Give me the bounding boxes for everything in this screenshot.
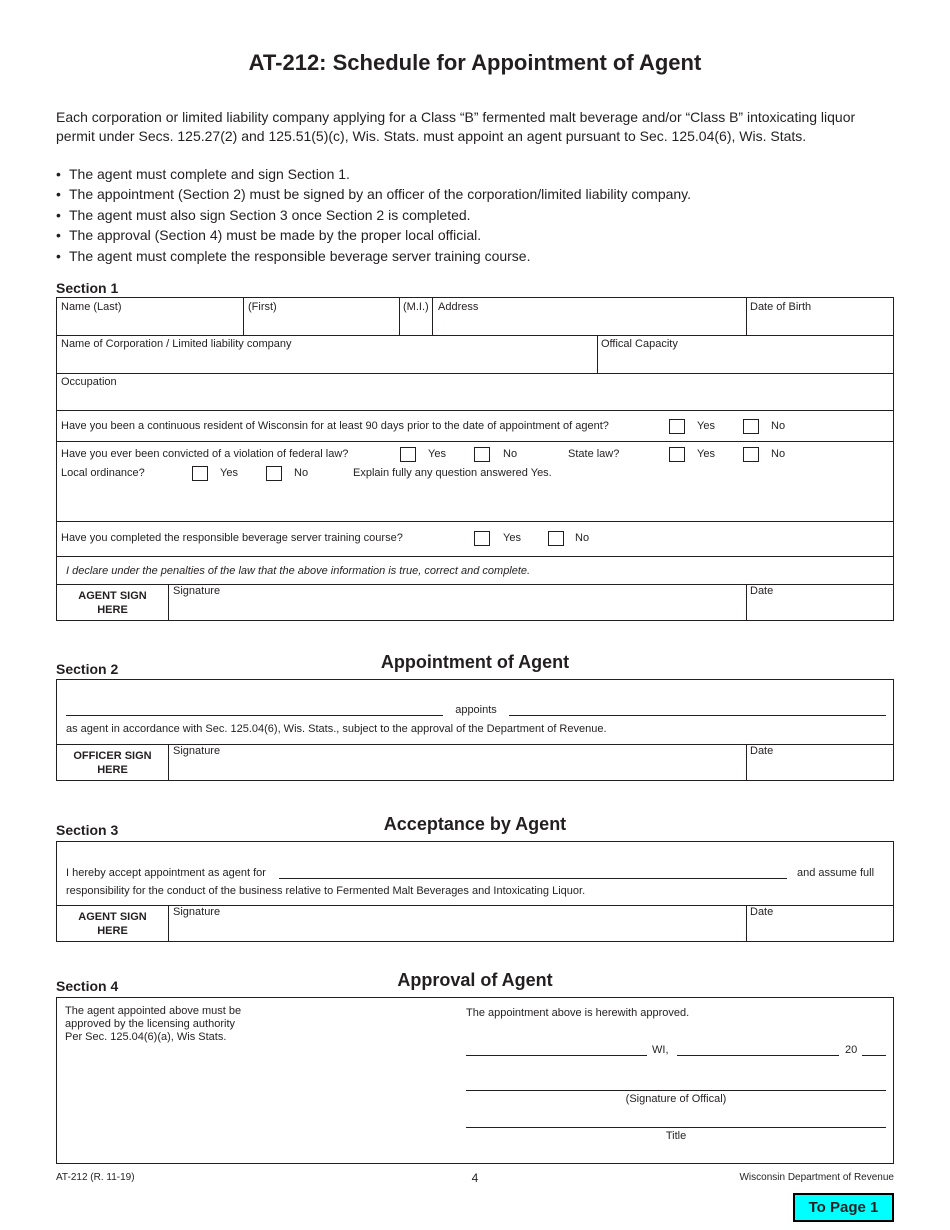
acceptance-text: responsibility for the conduct of the business relative to Fermented Malt Beverages and Intoxicating Liquor. (66, 885, 586, 897)
training-no-label: No (575, 532, 590, 544)
appointment-text: as agent in accordance with Sec. 125.04(6), Wis. Stats., subject to the approval of the Department of Revenue. (66, 723, 607, 735)
resident-question: Have you been a continuous resident of Wisconsin for at least 90 days prior to the date of appointment of agent? (61, 420, 609, 432)
appoints-label: appoints (455, 704, 497, 716)
to-page-1-button[interactable]: To Page 1 (793, 1193, 894, 1222)
approval-text: The appointment above is herewith approved. (466, 1007, 690, 1019)
local-yes-checkbox[interactable] (192, 466, 208, 481)
acceptance-prefix: I hereby accept appointment as agent for (66, 867, 266, 879)
official-title-label: Title (665, 1130, 687, 1142)
section-2-heading: Appointment of Agent (380, 652, 570, 672)
officer-sign-here-label: OFFICER SIGN HERE (73, 750, 152, 776)
official-title-line[interactable] (466, 1127, 886, 1128)
section-1-form (56, 297, 894, 621)
wi-label: WI, (652, 1044, 669, 1056)
agent-date-field[interactable]: Date (750, 585, 774, 597)
resident-no-label: No (771, 420, 786, 432)
form-id: AT-212 (R. 11-19) (56, 1172, 135, 1183)
list-item: • The appointment (Section 2) must be signed by an officer of the corporation/limited liability company. (56, 184, 896, 204)
corporation-name-line[interactable] (66, 715, 443, 716)
official-capacity-field[interactable]: Offical Capacity (601, 338, 678, 350)
page-title: AT-212: Schedule for Appointment of Agent (248, 50, 702, 75)
occupation-field[interactable]: Occupation (61, 376, 117, 388)
instructions-list (56, 164, 896, 266)
address-field[interactable]: Address (438, 301, 479, 313)
section-4-heading: Approval of Agent (397, 970, 553, 990)
agent-acceptance-date-field[interactable]: Date (750, 906, 774, 918)
section-4-form (56, 997, 894, 1164)
local-yes-label: Yes (220, 467, 238, 479)
department-name: Wisconsin Department of Revenue (739, 1172, 894, 1183)
business-name-line[interactable] (279, 878, 787, 879)
section-4-label: Section 4 (56, 978, 119, 994)
first-name-field[interactable]: (First) (248, 301, 277, 313)
resident-no-checkbox[interactable] (743, 419, 759, 434)
agent-signature-field[interactable]: Signature (173, 585, 221, 597)
federal-law-question: Have you ever been convicted of a violation of federal law? (61, 448, 349, 460)
official-signature-label: (Signature of Offical) (625, 1093, 727, 1105)
training-no-checkbox[interactable] (548, 531, 564, 546)
acceptance-suffix: and assume full (797, 867, 875, 879)
declaration-text: I declare under the penalties of the law that the above information is true, correct and complete. (66, 565, 531, 577)
licensing-note: The agent appointed above must be approved by the licensing authority Per Sec. 125.04(6)(a), Wis Stats. (65, 1005, 242, 1043)
state-law-question: State law? (568, 448, 620, 460)
federal-yes-checkbox[interactable] (400, 447, 416, 462)
agent-acceptance-signature-field[interactable]: Signature (173, 906, 221, 918)
date-of-birth-field[interactable]: Date of Birth (750, 301, 812, 313)
middle-initial-field[interactable]: (M.I.) (403, 301, 429, 313)
federal-no-label: No (503, 448, 518, 460)
section-3-heading: Acceptance by Agent (383, 814, 567, 834)
section-3-label: Section 3 (56, 822, 119, 838)
officer-date-field[interactable]: Date (750, 745, 774, 757)
page-number: 4 (471, 1171, 479, 1185)
agent-name-line[interactable] (509, 715, 886, 716)
corporation-name-field[interactable]: Name of Corporation / Limited liability company (61, 338, 292, 350)
training-yes-checkbox[interactable] (474, 531, 490, 546)
section-2-label: Section 2 (56, 661, 119, 677)
training-question: Have you completed the responsible beverage server training course? (61, 532, 403, 544)
local-ordinance-question: Local ordinance? (61, 467, 145, 479)
local-no-label: No (294, 467, 309, 479)
explain-field[interactable]: Explain fully any question answered Yes. (353, 467, 552, 479)
state-yes-label: Yes (697, 448, 715, 460)
intro-paragraph: Each corporation or limited liability company applying for a Class “B” fermented malt beverage and/or “Class B” intoxicating liquor permit under Secs. 125.27(2) and 125.51(5)(c), Wis. Stats. must appoint an agent pursuant to Sec. 125.04(6), Wis. Stats. (56, 109, 856, 144)
list-item: • The approval (Section 4) must be made by the proper local official. (56, 225, 896, 245)
approval-date-line[interactable] (677, 1055, 839, 1056)
official-signature-line[interactable] (466, 1090, 886, 1091)
list-item: • The agent must complete and sign Section 1. (56, 164, 896, 184)
federal-no-checkbox[interactable] (474, 447, 490, 462)
list-item: • The agent must also sign Section 3 once Section 2 is completed. (56, 205, 896, 225)
year-prefix-label: 20 (845, 1044, 858, 1056)
resident-yes-checkbox[interactable] (669, 419, 685, 434)
local-no-checkbox[interactable] (266, 466, 282, 481)
section-3-form (56, 841, 894, 942)
state-no-checkbox[interactable] (743, 447, 759, 462)
training-yes-label: Yes (503, 532, 521, 544)
state-yes-checkbox[interactable] (669, 447, 685, 462)
name-last-field[interactable]: Name (Last) (61, 301, 122, 313)
federal-yes-label: Yes (428, 448, 446, 460)
agent-sign-here-label: AGENT SIGN HERE (78, 590, 147, 616)
year-line[interactable] (862, 1055, 886, 1056)
section-2-form (56, 679, 894, 781)
section-1-label: Section 1 (56, 280, 119, 296)
list-item: • The agent must complete the responsible beverage server training course. (56, 246, 896, 266)
officer-signature-field[interactable]: Signature (173, 745, 221, 757)
state-no-label: No (771, 448, 786, 460)
agent-sign-here-label: AGENT SIGN HERE (78, 911, 147, 937)
resident-yes-label: Yes (697, 420, 715, 432)
municipality-line[interactable] (466, 1055, 647, 1056)
